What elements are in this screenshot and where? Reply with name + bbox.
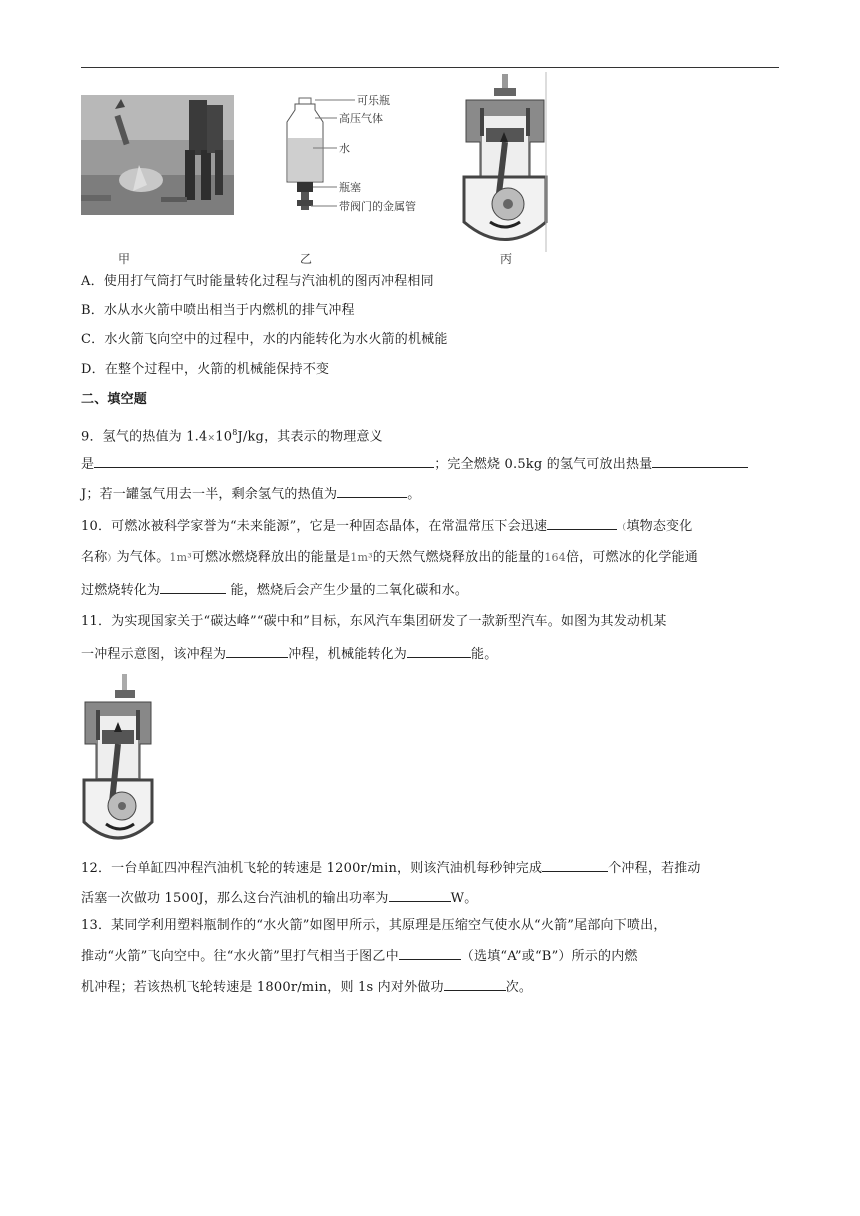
q10-line-2 [81,548,698,569]
figure-caption-jia: 甲 [118,252,131,266]
q10-text-g: 倍，可燃冰的化学能通 [565,550,698,565]
q9-text-f: J；若一罐氢气用去一半，剩余氢气的热值为 [81,487,338,502]
section-title: 二、填空题 [81,392,148,407]
q10-text-h: 过燃烧转化为 [81,583,161,598]
q13-line-2 [81,946,638,967]
q13-blank-1[interactable] [399,946,461,960]
q13-text-b: （选填“A”或“B”）所示的内燃 [460,949,638,964]
q12-text-d: W。 [450,891,478,906]
right-paren-icon: ） [107,554,117,564]
q10-text-e: 可燃冰燃烧释放出的能量是 [191,550,351,565]
q10-text-f: 的天然气燃烧释放出的能量的 [372,550,545,565]
label-high-pressure-gas: 高压气体 [339,112,383,125]
engine-diagram-bing [460,72,550,252]
q10-text-d: 为气体。 [116,550,170,565]
q9-text-d: 是 [81,457,95,472]
q10-text-c: 名称 [81,550,108,565]
q9-text-g: 。 [407,487,421,502]
option-b: B．水从水火箭中喷出相当于内燃机的排气冲程 [81,303,355,318]
figure-caption-yi: 乙 [300,252,313,266]
label-valve-tube: 带阀门的金属管 [339,200,416,213]
q12-line-1 [81,858,701,879]
unit-image-2: 1m³ [350,551,373,564]
q10-text-b: 填物态变化 [626,519,693,534]
q13-line-3 [81,977,532,998]
header-rule [81,67,779,68]
q9-line-1 [81,423,383,448]
engine-diagram-q11 [82,672,154,844]
q12-text-c: 活塞一次做功 1500J，那么这台汽油机的输出功率为 [81,891,389,906]
q11-blank-1[interactable] [226,644,288,658]
q9-text-b: 10 [215,429,233,445]
q9-blank-1[interactable] [94,454,434,468]
bottle-rocket-diagram [285,90,450,225]
water-rocket-photo [81,95,234,215]
q11-text-a: 一冲程示意图，该冲程为 [81,647,227,662]
q11-line-2 [81,644,497,665]
option-a: A．使用打气筒打气时能量转化过程与汽油机的图丙冲程相同 [81,274,434,289]
q13-line-1: 13．某同学利用塑料瓶制作的“水火箭”如图甲所示，其原理是压缩空气使水从“火箭”尾部向下喷出， [81,918,667,933]
q9-line-2 [81,454,748,475]
q9-line-3 [81,484,420,505]
label-stopper: 瓶塞 [339,181,361,194]
times-icon: × [207,433,216,444]
q10-line-3 [81,580,468,601]
q12-text-a: 12．一台单缸四冲程汽油机飞轮的转速是 1200r/min，则该汽油机每秒钟完成 [81,861,543,876]
q13-blank-2[interactable] [444,977,506,991]
unit-image-1: 1m³ [169,551,192,564]
option-d: D．在整个过程中，火箭的机械能保持不变 [81,362,330,377]
left-paren-icon: （ [617,523,627,533]
q9-text-c: J/kg，其表示的物理意义 [237,429,383,445]
q11-text-b: 冲程，机械能转化为 [288,647,408,662]
q10-blank-1[interactable] [547,516,617,530]
number-image: 164 [544,551,566,564]
q10-text-a: 10．可燃冰被科学家誉为“未来能源”，它是一种固态晶体，在常温常压下会迅速 [81,519,548,534]
q10-text-i: 能，燃烧后会产生少量的二氧化碳和水。 [226,583,469,598]
q9-text-e: ；完全燃烧 0.5kg 的氢气可放出热量 [434,457,653,472]
label-cola-bottle: 可乐瓶 [357,94,390,107]
q11-blank-2[interactable] [407,644,471,658]
q11-text-c: 能。 [471,647,498,662]
q12-line-2 [81,888,477,909]
q13-text-c: 机冲程；若该热机飞轮转速是 1800r/min，则 1s 内对外做功 [81,980,444,995]
q9-blank-2[interactable] [652,454,748,468]
q10-blank-2[interactable] [160,580,226,594]
q9-blank-3[interactable] [337,484,407,498]
q10-line-1 [81,516,692,538]
option-c: C．水火箭飞向空中的过程中，水的内能转化为水火箭的机械能 [81,332,448,347]
figure-caption-bing: 丙 [500,252,513,266]
q9-exponent: 8 [232,428,238,437]
q12-blank-2[interactable] [389,888,451,902]
q13-text-a: 推动“火箭”飞向空中。往“水火箭”里打气相当于图乙中 [81,949,399,964]
q13-text-d: 次。 [505,980,533,995]
q12-text-b: 个冲程，若推动 [608,861,701,876]
q12-blank-1[interactable] [542,858,608,872]
label-water: 水 [339,142,350,155]
q11-line-1: 11．为实现国家关于“碳达峰”“碳中和”目标，东风汽车集团研发了一款新型汽车。如图为其发动机某 [81,614,667,629]
q9-text-a: 9．氢气的热值为 1.4 [81,429,208,445]
